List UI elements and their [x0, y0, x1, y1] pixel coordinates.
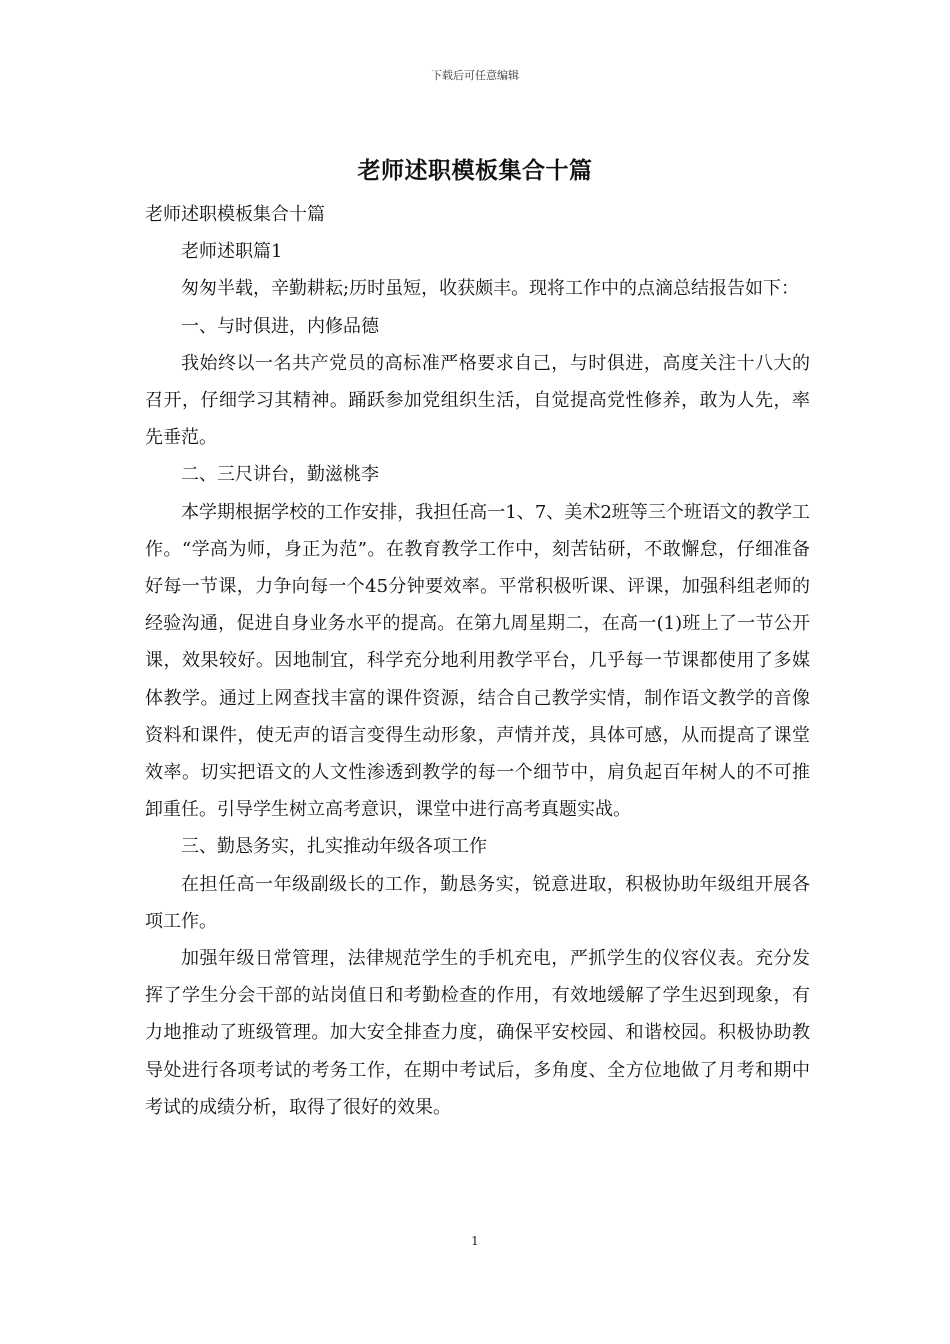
paragraph: 加强年级日常管理，法律规范学生的手机充电，严抓学生的仪容仪表。充分发挥了学生分会干部的站岗值日和考勤检查的作用，有效地缓解了学生迟到现象，有力地推动了班级管理。加大安全排查力度，确保平安校园、和谐校园。积极协助教导处进行各项考试的考务工作，在期中考试后，多角度、全方位地做了月考和期中考试的成绩分析，取得了很好的效果。 [145, 948, 810, 1118]
document-body [145, 196, 810, 1126]
paragraph: 我始终以一名共产党员的高标准严格要求自己，与时俱进，高度关注十八大的召开，仔细学习其精神。踊跃参加党组织生活，自觉提高党性修养，敢为人先，率先垂范。 [145, 352, 810, 449]
paragraph: 在担任高一年级副级长的工作，勤恳务实，锐意进取，积极协助年级组开展各项工作。 [145, 873, 810, 932]
paragraph-section-heading: 老师述职篇1 [181, 241, 283, 263]
paragraph-section-heading: 一、与时俱进，内修品德 [181, 315, 379, 337]
page-number: 1 [471, 1234, 479, 1248]
paragraph: 本学期根据学校的工作安排，我担任高一1、7、美术2班等三个班语文的教学工作。“学高为师，身正为范”。在教育教学工作中，刻苦钻研，不敢懈怠，仔细准备好每一节课，力争向每一个45分钟要效率。平常积极听课、评课，加强科组老师的经验沟通，促进自身业务水平的提高。在第九周星期二，在高一(1)班上了一节公开课，效果较好。因地制宜，科学充分地利用教学平台，几乎每一节课都使用了多媒体教学。通过上网查找丰富的课件资源，结合自己教学实情，制作语文教学的音像资料和课件，使无声的语言变得生动形象，声情并茂，具体可感，从而提高了课堂效率。切实把语文的人文性渗透到教学的每一个细节中，肩负起百年树人的不可推卸重任。引导学生树立高考意识，课堂中进行高考真题实战。 [145, 501, 810, 821]
header-note: 下载后可任意编辑 [431, 69, 519, 82]
paragraph: 匆匆半载，辛勤耕耘;历时虽短，收获颇丰。现将工作中的点滴总结报告如下： [181, 278, 800, 300]
paragraph-subtitle: 老师述职模板集合十篇 [145, 204, 325, 225]
paragraph-section-heading: 二、三尺讲台，勤滋桃李 [181, 464, 379, 486]
paragraph-section-heading: 三、勤恳务实，扎实推动年级各项工作 [181, 836, 487, 858]
document-title: 老师述职模板集合十篇 [357, 157, 593, 184]
